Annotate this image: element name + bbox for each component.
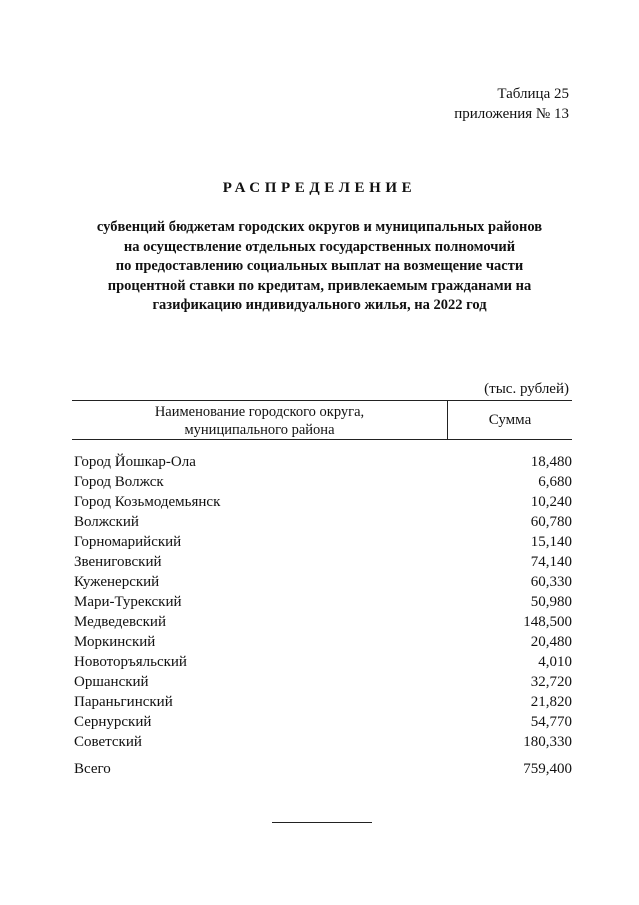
table-number: Таблица 25 (497, 86, 569, 102)
row-value: 54,770 (530, 714, 572, 730)
column-header-name-line2: муниципального района (184, 422, 335, 438)
row-name: Моркинский (74, 634, 156, 650)
column-header-sum: Сумма (488, 412, 532, 428)
row-value: 6,680 (538, 474, 572, 490)
row-name: Сернурский (74, 714, 152, 730)
table-row (74, 532, 572, 552)
row-value: 32,720 (530, 674, 572, 690)
row-name: Волжский (74, 514, 139, 530)
row-value: 74,140 (530, 554, 572, 570)
row-value: 15,140 (530, 534, 572, 550)
row-value: 4,010 (538, 654, 572, 670)
row-value: 20,480 (530, 634, 572, 650)
table-body (74, 452, 572, 752)
subtitle-line: по предоставлению социальных выплат на возмещение части (115, 258, 524, 274)
appendix-reference: приложения № 13 (454, 106, 569, 122)
table-row (74, 652, 572, 672)
table-row (74, 592, 572, 612)
table-row (74, 732, 572, 752)
table-row (74, 632, 572, 652)
row-name: Советский (74, 734, 142, 750)
table-row (74, 712, 572, 732)
document-title: РАСПРЕДЕЛЕНИЕ (222, 180, 417, 196)
table-row (74, 452, 572, 472)
table-row (74, 512, 572, 532)
row-value: 180,330 (523, 734, 572, 750)
subtitle-line: на осуществление отдельных государственных полномочий (123, 238, 516, 255)
row-name: Новоторъяльский (74, 654, 187, 670)
table-row (74, 572, 572, 592)
footer-divider (272, 822, 372, 823)
row-name: Мари-Турекский (74, 594, 182, 610)
table-row (74, 672, 572, 692)
row-value: 18,480 (530, 454, 572, 470)
subtitle-line: газификацию индивидуального жилья, на 2022 год (152, 297, 487, 313)
table-row (74, 472, 572, 492)
subtitle-line: процентной ставки по кредитам, привлекаемым гражданами на (107, 277, 532, 294)
table-row (74, 612, 572, 632)
units-label: (тыс. рублей) (484, 381, 569, 397)
row-value: 21,820 (530, 694, 572, 710)
row-value: 60,330 (530, 574, 572, 590)
table-row (74, 492, 572, 512)
row-name: Звениговский (74, 554, 162, 570)
row-value: 148,500 (523, 614, 572, 630)
row-name: Горномарийский (74, 534, 182, 550)
table-reference (454, 84, 569, 124)
row-name: Оршанский (74, 674, 149, 690)
column-header-name (72, 401, 447, 441)
row-value: 50,980 (530, 594, 572, 610)
table-total-row (74, 759, 572, 779)
row-name: Город Йошкар-Ола (74, 454, 196, 470)
table-row (74, 692, 572, 712)
document-subtitle (60, 218, 579, 316)
row-value: 60,780 (530, 514, 572, 530)
subtitle-line: субвенций бюджетам городских округов и муниципальных районов (96, 219, 543, 235)
row-name: Город Волжск (74, 474, 164, 490)
total-label: Всего (74, 761, 111, 777)
row-name: Куженерский (74, 574, 160, 590)
row-name: Параньгинский (74, 694, 173, 710)
column-header-name-line1: Наименование городского округа, (154, 404, 365, 420)
total-value: 759,400 (523, 761, 572, 777)
table-row (74, 552, 572, 572)
row-name: Город Козьмодемьянск (74, 494, 221, 510)
row-value: 10,240 (530, 494, 572, 510)
row-name: Медведевский (74, 614, 166, 630)
table-header (72, 400, 572, 440)
